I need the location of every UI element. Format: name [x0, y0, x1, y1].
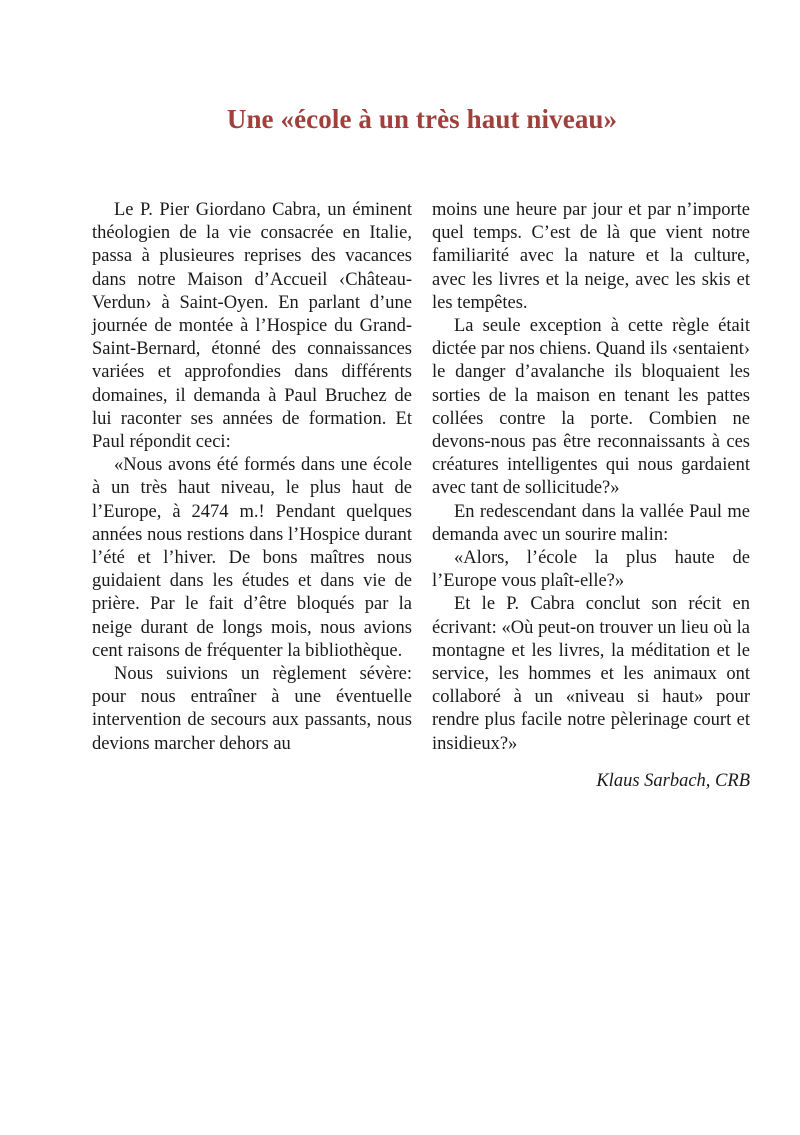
article-title: Une «école à un très haut niveau»: [226, 104, 618, 134]
paragraph: Et le P. Cabra conclut son récit en écrivant: «Où peut-on trouver un lieu où la montagne et les livres, la méditation et le service, les hommes et les animaux ont collaboré à un «niveau si haut» pour rendre plus facile notre pèlerinage court et insidieux?»: [432, 594, 750, 754]
author-signature: Klaus Sarbach, CRB: [596, 770, 750, 791]
paragraph: La seule exception à cette règle était dictée par nos chiens. Quand ils ‹sentaient› le danger d’avalanche ils bloquaient les sorties de la maison en tenant les pattes collées contre la porte. Combien ne devons-nous pas être reconnaissants à ces créatures intelligentes qui nous gardaient avec tant de sollicitude?»: [432, 316, 750, 499]
paragraph: moins une heure par jour et par n’importe quel temps. C’est de là que vient notre familiarité avec la nature et la culture, avec les livres et la neige, avec les skis et les tempêtes.: [432, 200, 750, 313]
paragraph: En redescendant dans la vallée Paul me demanda avec un sourire malin:: [432, 501, 750, 545]
paragraph: Nous suivions un règlement sévère: pour nous entraîner à une éventuelle intervention de secours aux passants, nous devions marcher dehors au: [92, 664, 412, 754]
paragraph: Le P. Pier Giordano Cabra, un éminent théologien de la vie consacrée en Italie, passa à plusieures reprises des vacances dans notre Maison d’Accueil ‹Château-Verdun› à Saint-Oyen. En parlant d’une journée de montée à l’Hospice du Grand-Saint-Bernard, étonné des connaissances variées et approfondies dans différents domaines, il demanda à Paul Bruchez de lui raconter ses années de formation. Et Paul répondit ceci:: [92, 200, 412, 453]
paragraph: «Alors, l’école la plus haute de l’Europe vous plaît-elle?»: [432, 548, 750, 592]
left-column: [92, 199, 412, 756]
right-column: [432, 199, 750, 793]
paragraph: «Nous avons été formés dans une école à un très haut niveau, le plus haut de l’Europe, à 2474 m.! Pendant quelques années nous restions dans l’Hospice durant l’été et l’hiver. De bons maîtres nous guidaient dans les études et dans vie de prière. Par le fait d’être bloqués par la neige durant de longs mois, nous avions cent raisons de fréquenter la bibliothèque.: [92, 455, 412, 661]
